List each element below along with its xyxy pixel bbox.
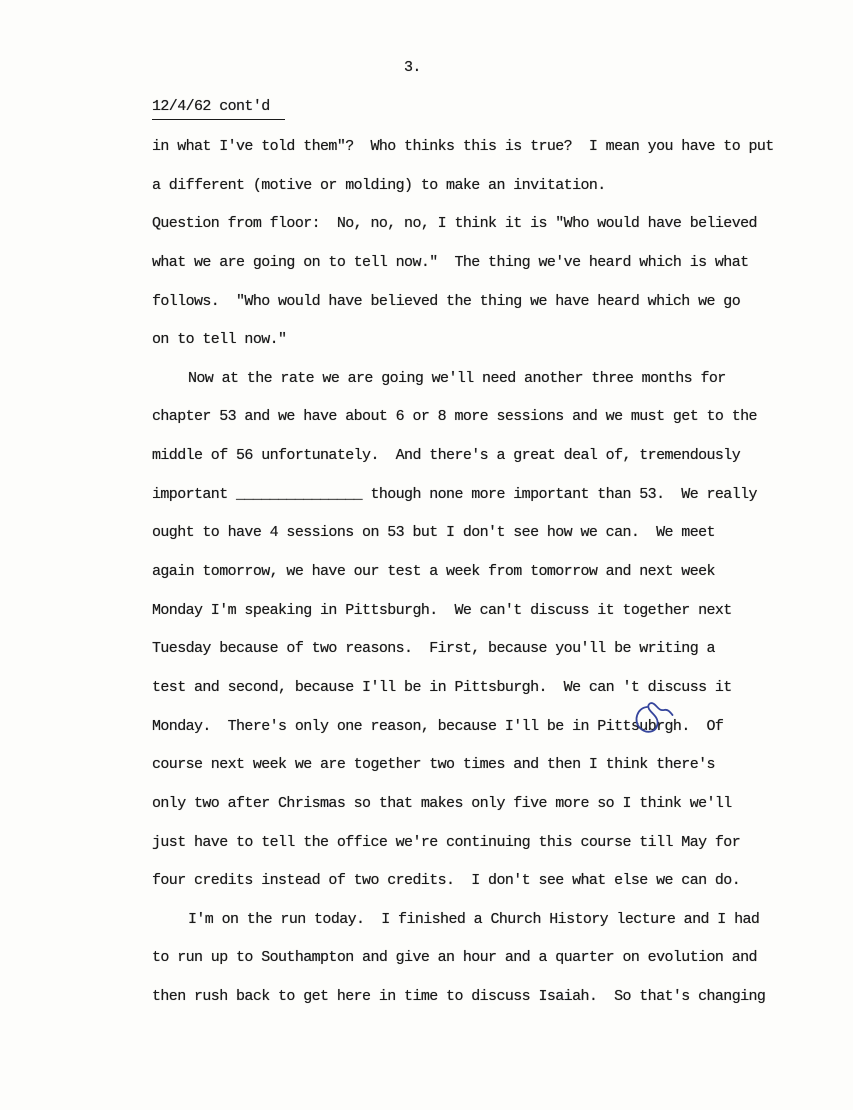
- typo-segment: ubr: [639, 708, 664, 747]
- text-line: ought to have 4 sessions on 53 but I don't see how we can. We meet: [152, 524, 715, 542]
- date-heading: 12/4/62 cont'd: [152, 98, 285, 120]
- text-line: on to tell now.": [152, 331, 287, 349]
- text-line: then rush back to get here in time to discuss Isaiah. So that's changing: [152, 988, 766, 1006]
- text-line: Tuesday because of two reasons. First, because you'll be writing a: [152, 640, 715, 658]
- text-line: course next week we are together two times and then I think there's: [152, 756, 715, 774]
- text-line: Monday I'm speaking in Pittsburgh. We can't discuss it together next: [152, 601, 732, 619]
- text-line: chapter 53 and we have about 6 or 8 more sessions and we must get to the: [152, 408, 757, 426]
- page-number: 3.: [404, 59, 421, 76]
- text-line: only two after Chrismas so that makes only five more so I think we'll: [152, 794, 732, 812]
- text-line: a different (motive or molding) to make an invitation.: [152, 176, 606, 194]
- text-line: to run up to Southampton and give an hour and a quarter on evolution and: [152, 949, 757, 967]
- text-line: just have to tell the office we're continuing this course till May for: [152, 833, 741, 851]
- text-line: what we are going on to tell now." The thing we've heard which is what: [152, 253, 749, 271]
- text-line: Monday. There's only one reason, because I'll be in Pittsubr gh. Of: [152, 708, 820, 747]
- text-line: middle of 56 unfortunately. And there's a great deal of, tremendously: [152, 447, 741, 465]
- text-line: four credits instead of two credits. I don't see what else we can do.: [152, 872, 741, 890]
- text-line: in what I've told them"? Who thinks this is true? I mean you have to put: [152, 138, 774, 155]
- text-line: important _______________ though none more important than 53. We really: [152, 485, 757, 503]
- text-line: Question from floor: No, no, no, I think it is "Who would have believed: [152, 215, 757, 233]
- text-line: test and second, because I'll be in Pittsburgh. We can 't discuss it: [152, 678, 732, 696]
- text-line: follows. "Who would have believed the thing we have heard which we go: [152, 292, 741, 310]
- transcript-body: [152, 128, 820, 1017]
- text-line: again tomorrow, we have our test a week from tomorrow and next week: [152, 563, 715, 581]
- text-line: Now at the rate we are going we'll need another three months for: [188, 369, 726, 387]
- text-line: I'm on the run today. I finished a Church History lecture and I had: [188, 910, 760, 928]
